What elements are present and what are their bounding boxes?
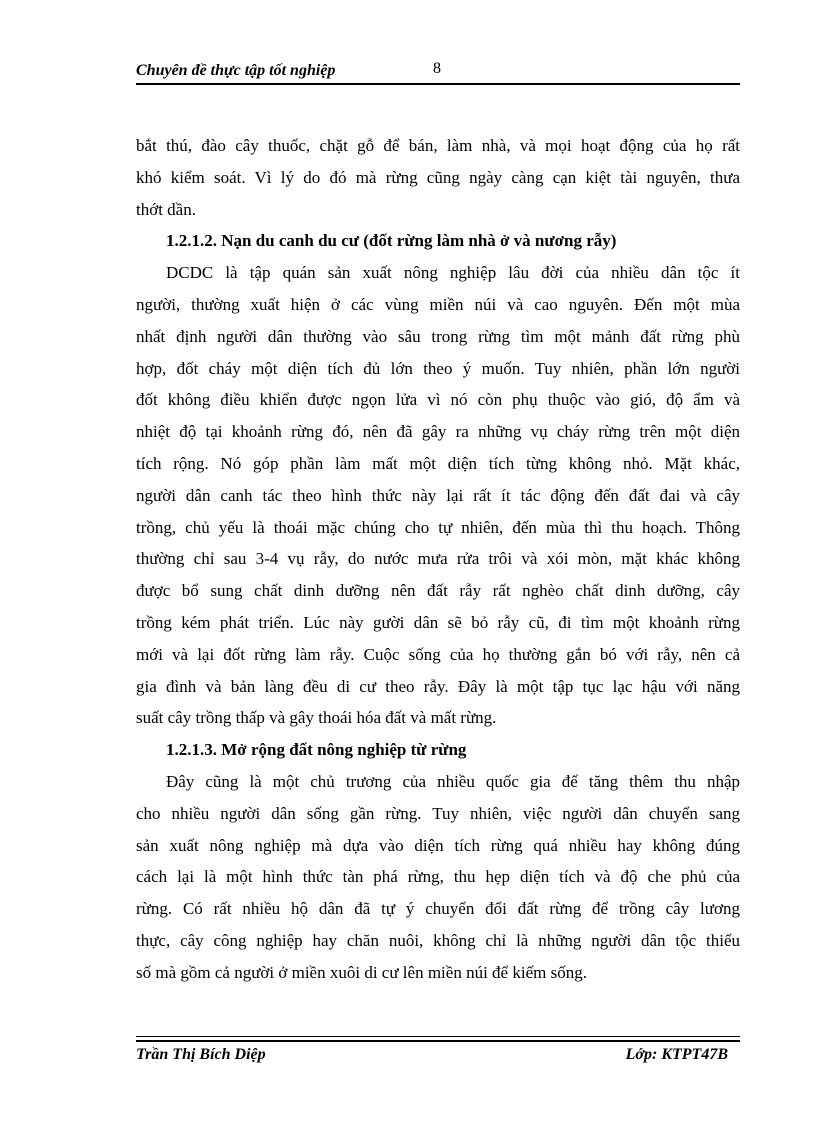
header-rule	[136, 83, 740, 85]
footer-class: Lớp: KTPT47B	[625, 1046, 728, 1063]
body-line: nhiệt độ tại khoảnh rừng đó, nên đã gây ra những vụ cháy rừng trên một diện	[136, 422, 740, 442]
body-line: số mà gồm cả người ở miền xuôi di cư lên miền núi để kiếm sống.	[136, 962, 587, 982]
body-line: trồng kém phát triển. Lúc này gười dân sẽ bỏ rẫy cũ, đi tìm một khoảnh rừng	[136, 612, 740, 632]
page-number: 8	[433, 60, 441, 77]
body-line: thớt dần.	[136, 199, 196, 219]
section-heading-1-2-1-2: 1.2.1.2. Nạn du canh du cư (đốt rừng làm nhà ở và nương rẫy)	[166, 231, 617, 251]
body-line: DCDC là tập quán sản xuất nông nghiệp lâu đời của nhiều dân tộc ít	[166, 263, 740, 283]
body-line: thường chỉ sau 3-4 vụ rẫy, do nước mưa rửa trôi và xói mòn, mặt khác không	[136, 549, 740, 569]
body-line: được bổ sung chất dinh dưỡng nên đất rẫy rất nghèo chất dinh dưỡng, cây	[136, 581, 740, 601]
header-title: Chuyên đề thực tập tốt nghiệp	[136, 62, 336, 79]
body-line: cho nhiều người dân sống gần rừng. Tuy nhiên, việc người dân chuyển sang	[136, 803, 740, 823]
body-line: suất cây trồng thấp và gây thoái hóa đất và mất rừng.	[136, 708, 497, 728]
footer-rule-thin	[136, 1036, 740, 1037]
body-line: thực, cây công nghiệp hay chăn nuôi, không chỉ là những người dân tộc thiểu	[136, 930, 740, 950]
body-line: nhất định người dân thường vào sâu trong rừng tìm một mảnh đất rừng phù	[136, 326, 740, 346]
body-line: mới và lại đốt rừng làm rẫy. Cuộc sống của họ thường gắn bó với rẫy, nên cả	[136, 644, 740, 664]
body-line: hợp, đốt cháy một diện tích đủ lớn theo ý muốn. Tuy nhiên, phần lớn người	[136, 358, 740, 378]
footer-author: Trần Thị Bích Diệp	[136, 1046, 266, 1063]
body-line: người, thường xuất hiện ở các vùng miền núi và cao nguyên. Đến một mùa	[136, 294, 740, 314]
body-line: gia đình và bản làng đều di cư theo rẫy. Đây là một tập tục lạc hậu với năng	[136, 676, 740, 696]
body-line: trồng, chủ yếu là thoái mặc chúng cho tự nhiên, đến mùa thì thu hoạch. Thông	[136, 517, 740, 537]
body-line: bắt thú, đào cây thuốc, chặt gỗ để bán, làm nhà, và mọi hoạt động của họ rất	[136, 136, 740, 155]
body-line: Đây cũng là một chủ trương của nhiều quốc gia để tăng thêm thu nhập	[166, 771, 740, 791]
body-line: tích rộng. Nó góp phần làm mất một diện tích từng không nhỏ. Mặt khác,	[136, 453, 740, 473]
body-line: người dân canh tác theo hình thức này lại rất ít tác động đến đất đai và cây	[136, 485, 740, 505]
body-line: đốt không điều khiển được ngọn lửa vì nó còn phụ thuộc vào gió, độ ẩm và	[136, 390, 740, 410]
footer-rule-thick	[136, 1040, 740, 1042]
page-header	[136, 58, 740, 84]
body-line: rừng. Có rất nhiều hộ dân đã tự ý chuyển đổi đất rừng để trồng cây lương	[136, 899, 740, 919]
body-line: khó kiểm soát. Vì lý do đó mà rừng cũng ngày càng cạn kiệt tài nguyên, thưa	[136, 167, 740, 187]
document-body	[136, 130, 740, 989]
body-line: sản xuất nông nghiệp mà dựa vào diện tích rừng quá nhiều hay không đúng	[136, 835, 740, 855]
body-line: cách lại là một hình thức tàn phá rừng, thu hẹp diện tích và độ che phủ của	[136, 867, 740, 887]
section-heading-1-2-1-3: 1.2.1.3. Mở rộng đất nông nghiệp từ rừng	[166, 740, 467, 760]
